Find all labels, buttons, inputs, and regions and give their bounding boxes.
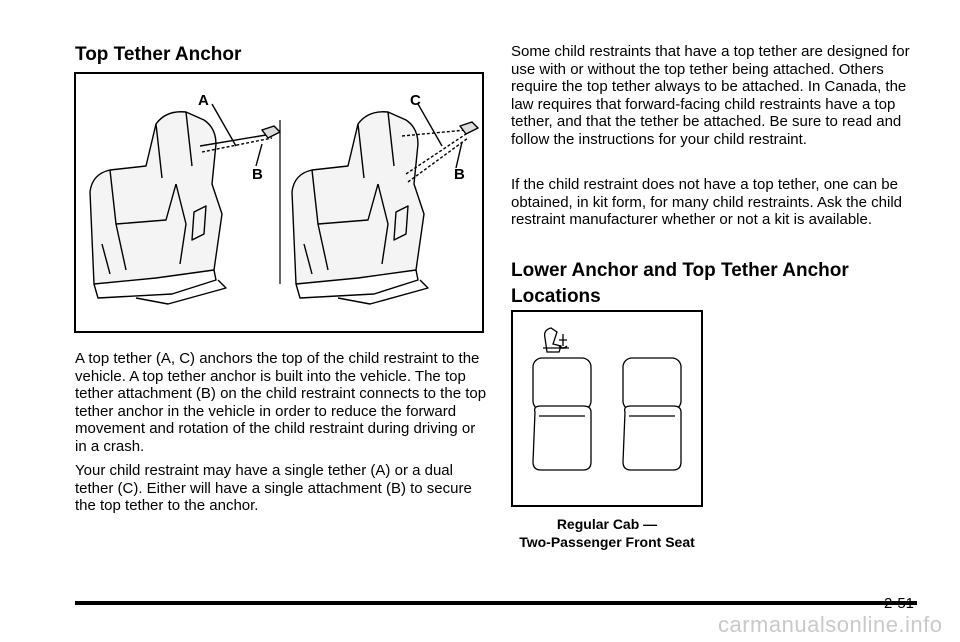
figure-label-c: C: [410, 92, 421, 109]
tether-anchor-icon: [543, 328, 569, 352]
figure-label-b-left: B: [252, 166, 263, 183]
paragraph-top-tether-description: A top tether (A, C) anchors the top of the child restraint to the vehicle. A top tether anchor is built into the vehicle. The top tether attachment (B) on the child restraint connects to the top tether anchor in the vehicle in order to reduce the forward movement and rotation of the child restraint during driving or in a crash.: [75, 350, 487, 455]
paragraph-single-dual-tether: Your child restraint may have a single tether (A) or a dual tether (C). Either will have a single attachment (B) to secure the top tether to the anchor.: [75, 462, 472, 515]
child-seat-drawing: [76, 74, 482, 331]
caption-line-1: Regular Cab —: [556, 516, 658, 532]
paragraph-tether-kit: If the child restraint does not have a top tether, one can be obtained, in kit form, for many child restraints. Ask the child restraint manufacturer whether or not a kit is available.: [511, 176, 903, 229]
paragraph-tether-requirements: Some child restraints that have a top tether are designed for use with or without the top tether being attached. Others require the top tether always to be attached. In Canada, the law requires that forward-facing child restraints have a top tether, and that the tether be attached. Be sure to read and follow the instructions for your child restraint.: [511, 43, 910, 148]
front-seats-drawing: [513, 312, 701, 505]
figure-label-a: A: [198, 92, 209, 109]
footer-rule: [75, 601, 917, 605]
page-number: 2-51: [884, 595, 915, 612]
seat-locations-diagram: [511, 310, 703, 507]
section-heading-anchor-locations: [511, 258, 849, 310]
top-tether-illustration: [74, 72, 484, 333]
heading-line-1: Lower Anchor and Top Tether Anchor: [511, 260, 849, 281]
heading-line-2: Locations: [511, 286, 601, 307]
section-heading-top-tether: Top Tether Anchor: [75, 44, 242, 65]
figure-caption: [470, 515, 744, 551]
watermark: carmanualsonline.info: [718, 612, 943, 637]
caption-line-2: Two-Passenger Front Seat: [519, 534, 695, 550]
figure-label-b-right: B: [454, 166, 465, 183]
